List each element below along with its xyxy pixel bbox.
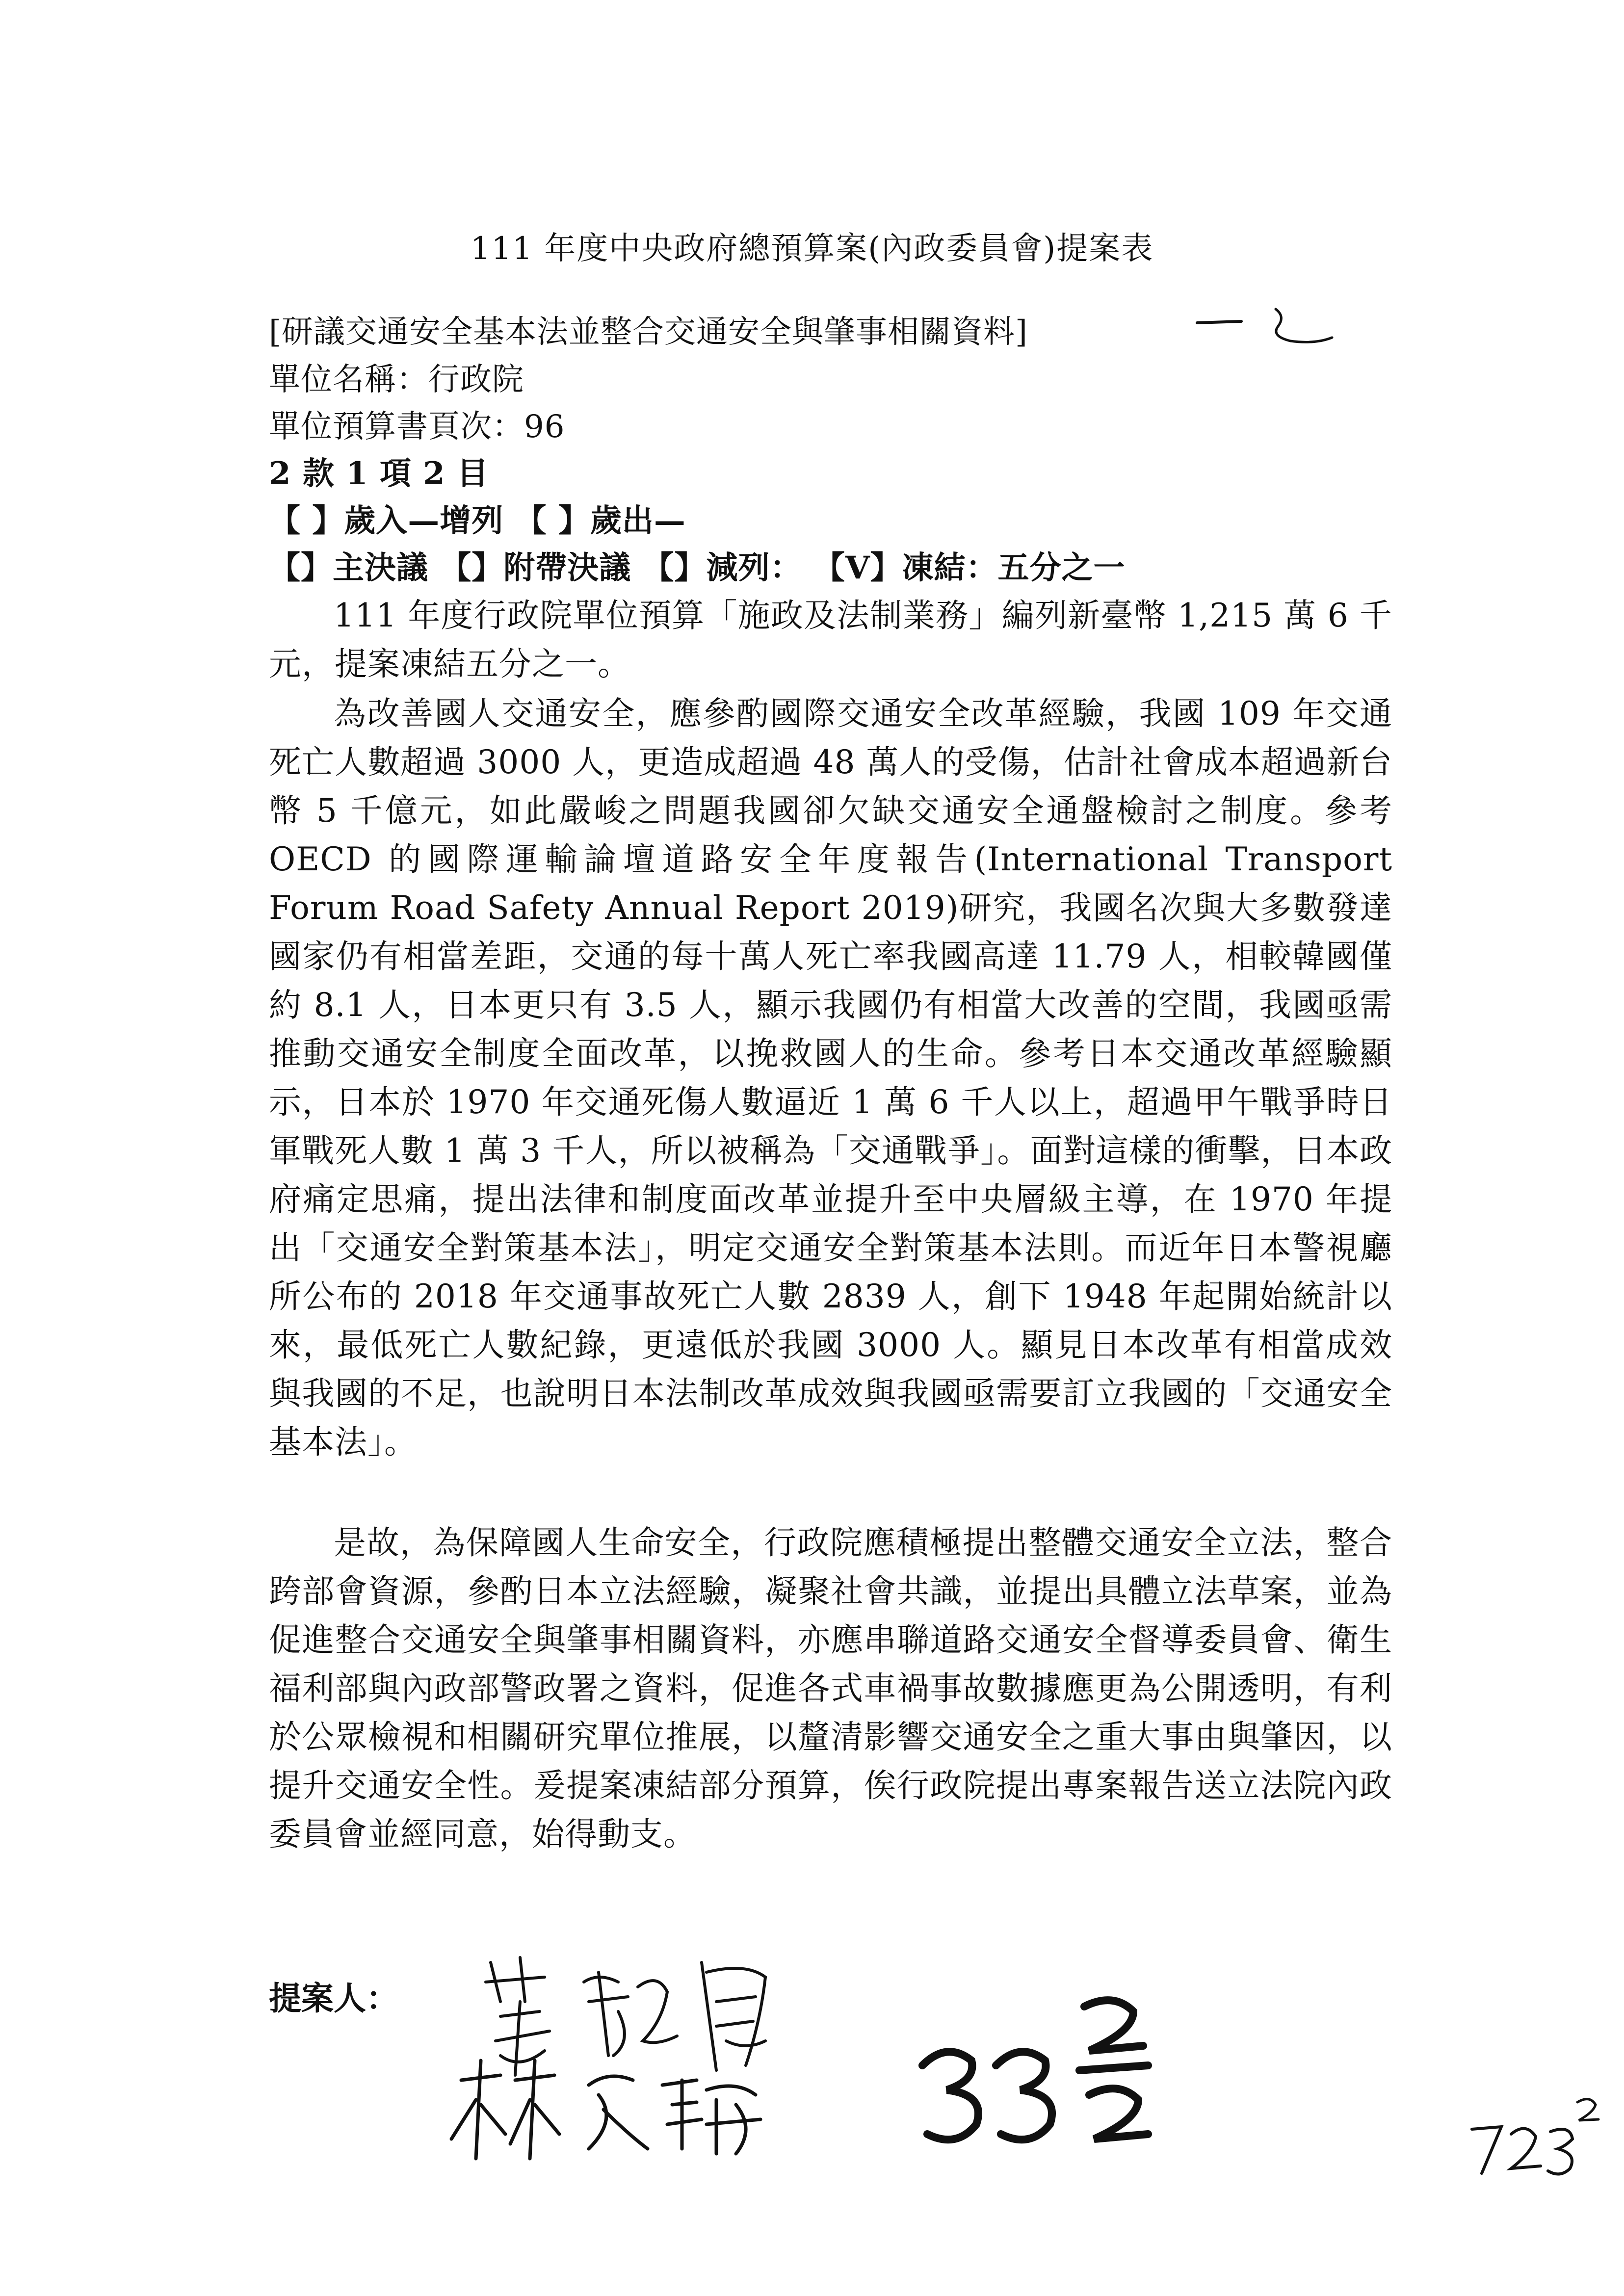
- paragraph-1: 111 年度行政院單位預算「施政及法制業務」編列新臺幣 1,215 萬 6 千元，提案凍結五分之一。: [269, 597, 1392, 683]
- handwritten-count: [913, 1992, 1217, 2159]
- proposer-label: 提案人：: [269, 1979, 398, 2017]
- signature-2: [442, 2051, 785, 2178]
- subject-line: [269, 307, 1028, 352]
- unit-name: 單位名稱：行政院: [269, 362, 524, 398]
- budget-item: 2 款 1 項 2 目: [269, 455, 489, 492]
- resolution-type-line: 【】主決議 【】附帶決議 【】減列： 【V】凍結：五分之一: [269, 549, 1126, 586]
- paragraph-3: 是故，為保障國人生命安全，行政院應積極提出整體交通安全立法，整合跨部會資源，參酌日本立法經驗，凝聚社會共識，並提出具體立法草案，並為促進整合交通安全與肇事相關資料，亦應串聯道路交通安全督導委員會、衛生福利部與內政部警政署之資料，促進各式車禍事故數據應更為公開透明，有利於公眾檢視和相關研究單位推展，以釐清影響交通安全之重大事由與肇因，以提升交通安全性。爰提案凍結部分預算，俟行政院提出專案報告送立法院內政委員會並經同意，始得動支。: [269, 1524, 1392, 1853]
- budget-page: 單位預算書頁次：96: [269, 409, 565, 445]
- handwritten-subject-annotation: [1192, 294, 1349, 353]
- document-title: 111 年度中央政府總預算案(內政委員會)提案表: [470, 231, 1154, 267]
- subject-text: [研議交通安全基本法並整合交通安全與肇事相關資料]: [269, 314, 1028, 350]
- paragraph-2: 為改善國人交通安全，應參酌國際交通安全改革經驗，我國 109 年交通死亡人數超過 3000 人，更造成超過 48 萬人的受傷，估計社會成本超過新台幣 5 千億元，如此嚴峻之問題我國卻欠缺交通安全通盤檢討之制度。參考 OECD 的國際運輸論壇道路安全年度報告(International Transport Forum Road Safety Annual Report 2019)研究，我國名次與大多數發達國家仍有相當差距，交通的每十萬人死亡率我國高達 11.79 人，相較韓國僅約 8.1 人，日本更只有 3.5 人，顯示我國仍有相當大改善的空間，我國亟需推動交通安全制度全面改革，以挽救國人的生命。參考日本交通改革經驗顯示，日本於 1970 年交通死傷人數逼近 1 萬 6 千人以上，超過甲午戰爭時日軍戰死人數 1 萬 3 千人，所以被稱為「交通戰爭」。面對這樣的衝擊，日本政府痛定思痛，提出法律和制度面改革並提升至中央層級主導，在 1970 年提出「交通安全對策基本法」，明定交通安全對策基本法則。而近年日本警視廳所公布的 2018 年交通事故死亡人數 2839 人，創下 1948 年起開始統計以來，最低死亡人數紀錄，更遠低於我國 3000 人。顯見日本改革有相當成效與我國的不足，也說明日本法制改革成效與我國亟需要訂立我國的「交通安全基本法」。: [269, 695, 1392, 1461]
- handwritten-page-annotation: [1467, 2095, 1604, 2183]
- revenue-expense-line: 【 】歲入—增列 【 】歲出—: [269, 502, 686, 539]
